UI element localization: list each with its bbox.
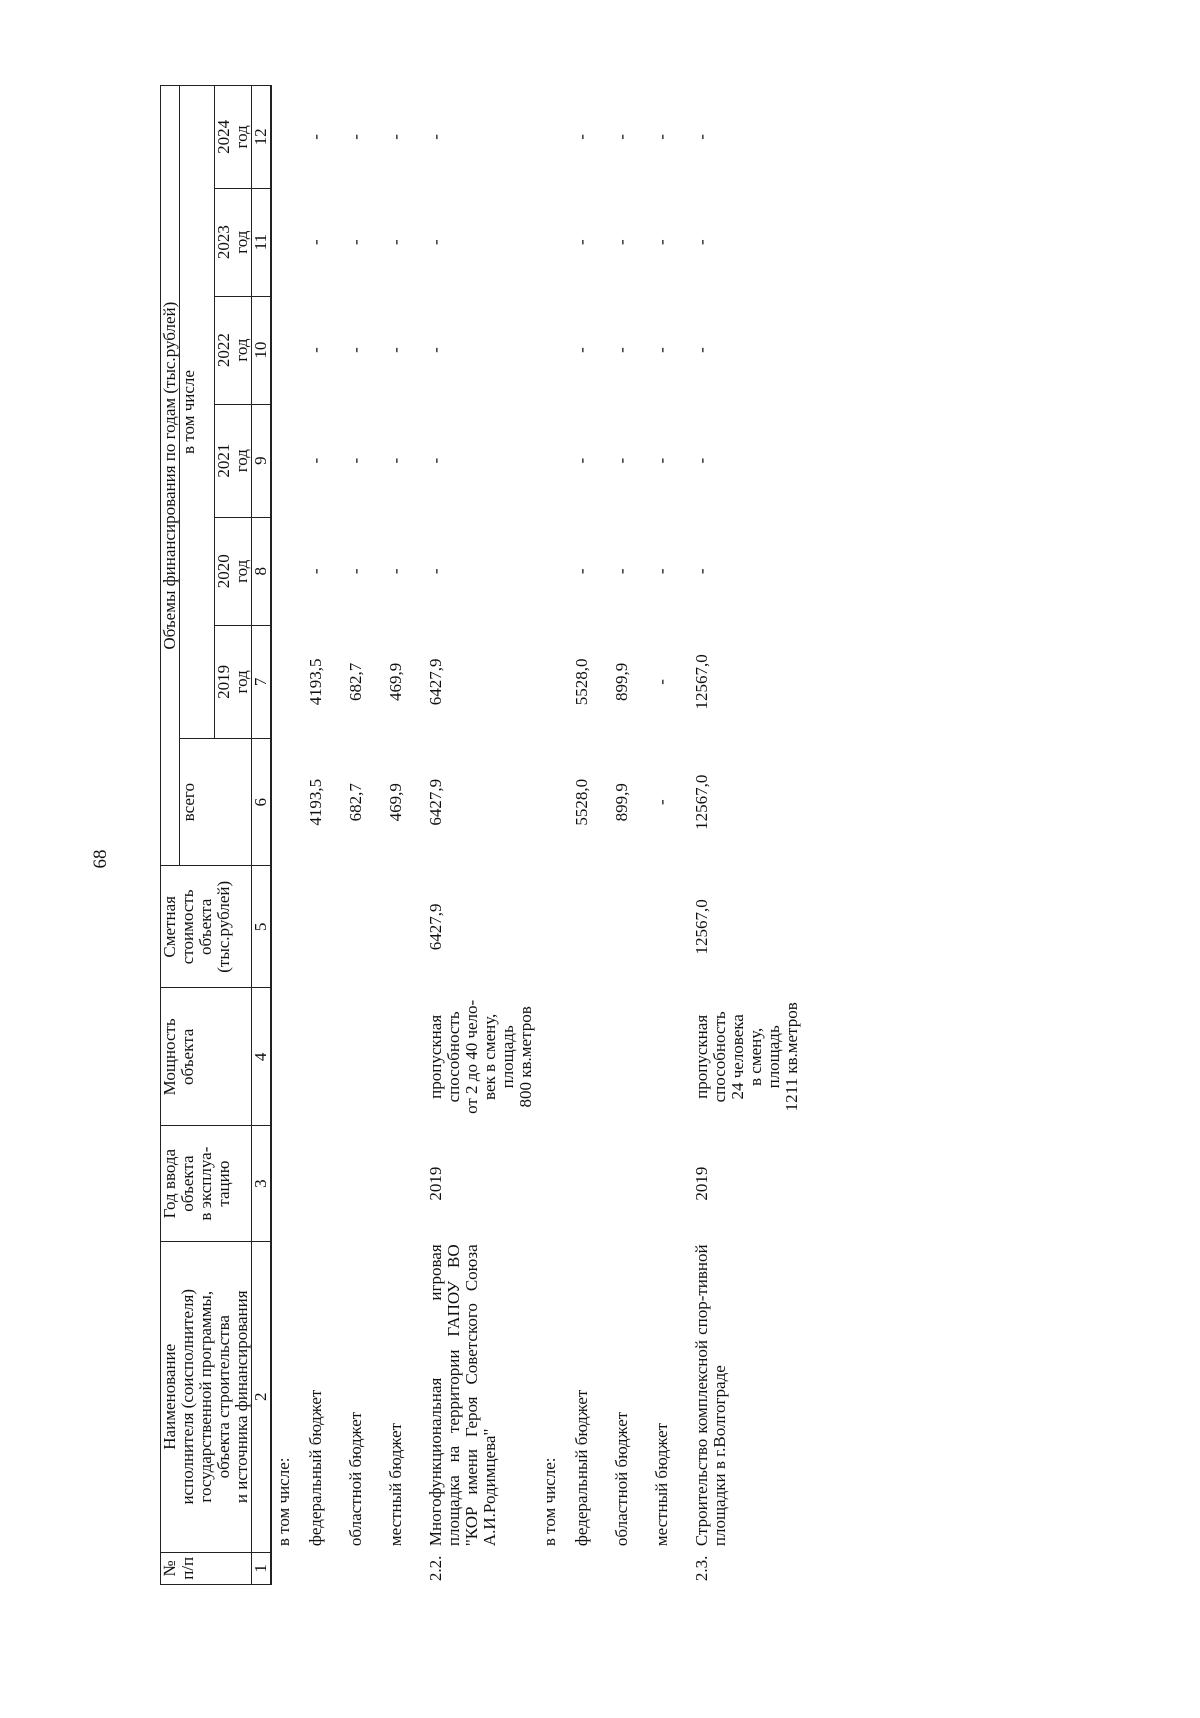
- cell-y2022: -: [572, 347, 591, 353]
- header-name: Наименование исполнителя (соисполнителя) государственной программы, объекта строительства и источника финансирования: [161, 1241, 252, 1552]
- cell-y2019: 12567,0: [692, 654, 711, 710]
- cell-total: 6427,9: [426, 778, 445, 826]
- cell-name: федеральный бюджет: [306, 1389, 325, 1547]
- cell-cost: [650, 866, 690, 988]
- cell-y2024: -: [652, 134, 671, 140]
- cell-year: [650, 1126, 690, 1241]
- cell-num: [610, 1552, 650, 1584]
- cell-total: -: [652, 799, 671, 806]
- cell-y2023: -: [426, 239, 445, 245]
- cell-name: областной бюджет: [346, 1411, 365, 1547]
- cell-capacity: [384, 988, 424, 1126]
- cell-name: федеральный бюджет: [572, 1389, 591, 1547]
- cell-y2023: -: [652, 239, 671, 245]
- cell-y2021: -: [572, 457, 591, 464]
- table-row: [384, 86, 424, 1585]
- column-number-5: 5: [252, 866, 272, 988]
- cell-year: [538, 1126, 570, 1241]
- cell-cost: 12567,0: [692, 899, 711, 955]
- cell-y2021: -: [652, 457, 671, 464]
- cell-year: 2019: [692, 1166, 711, 1201]
- cell-y2022: -: [612, 347, 631, 353]
- header-column-numbers: [252, 86, 272, 1585]
- cell-num: [650, 1552, 690, 1584]
- cell-num: [304, 1552, 344, 1584]
- column-number-1: 1: [252, 1552, 272, 1584]
- header-number: № п/п: [161, 1552, 252, 1584]
- document-page-rotated: [160, 5, 1200, 1585]
- cell-year: [570, 1126, 610, 1241]
- header-including: в том числе: [180, 86, 215, 739]
- cell-num: 2.2.: [426, 1555, 445, 1582]
- cell-y2022: -: [692, 347, 711, 353]
- column-number-3: 3: [252, 1126, 272, 1241]
- cell-y2019: 5528,0: [572, 658, 591, 706]
- cell-name: местный бюджет: [652, 1422, 671, 1547]
- cell-total: 4193,5: [306, 778, 325, 826]
- cell-y2023: -: [612, 239, 631, 245]
- cell-capacity: [271, 988, 304, 1126]
- cell-y2022: -: [426, 347, 445, 353]
- column-number-11: 11: [252, 188, 272, 296]
- cell-y2024: [538, 86, 570, 189]
- cell-y2020: -: [652, 568, 671, 575]
- cell-y2021: -: [346, 457, 365, 464]
- cell-y2020: [538, 517, 570, 625]
- cell-total: 5528,0: [572, 778, 591, 826]
- cell-y2020: [271, 517, 304, 625]
- cell-num: [538, 1552, 570, 1584]
- cell-cost: [304, 866, 344, 988]
- table-row: [690, 86, 804, 1585]
- cell-capacity: [650, 988, 690, 1126]
- cell-name: в том числе:: [540, 1457, 559, 1547]
- cell-capacity: [304, 988, 344, 1126]
- header-year-5: 2024 год: [215, 86, 252, 189]
- table-body: [271, 86, 804, 1585]
- column-number-8: 8: [252, 517, 272, 625]
- cell-cost: [271, 866, 304, 988]
- cell-name: в том числе:: [274, 1457, 293, 1547]
- cell-name: местный бюджет: [386, 1422, 405, 1547]
- cell-total: [271, 739, 304, 866]
- cell-total: 682,7: [346, 783, 365, 822]
- cell-capacity: [538, 988, 570, 1126]
- header-financing-volumes: Объемы финансирования по годам (тыс.рублей): [161, 86, 180, 866]
- cell-y2019: [538, 625, 570, 738]
- cell-y2020: -: [346, 568, 365, 575]
- cell-y2024: -: [572, 134, 591, 140]
- cell-y2021: -: [612, 457, 631, 464]
- cell-y2019: 469,9: [386, 662, 405, 701]
- column-number-4: 4: [252, 988, 272, 1126]
- cell-y2022: [538, 296, 570, 404]
- column-number-12: 12: [252, 86, 272, 189]
- header-estimated-cost: Сметная стоимость объекта (тыс.рублей): [161, 866, 252, 988]
- table-row: [304, 86, 344, 1585]
- cell-y2023: -: [306, 239, 325, 245]
- cell-total: [538, 739, 570, 866]
- cell-year: 2019: [426, 1166, 445, 1201]
- cell-num: 2.3.: [692, 1555, 711, 1582]
- table-row: [538, 86, 570, 1585]
- cell-num: [570, 1552, 610, 1584]
- table-row: [344, 86, 384, 1585]
- financing-table: [160, 85, 804, 1585]
- cell-y2021: [271, 404, 304, 517]
- cell-name: областной бюджет: [612, 1411, 631, 1547]
- cell-cost: 6427,9: [426, 903, 445, 951]
- cell-capacity: [610, 988, 650, 1126]
- cell-y2019: -: [652, 679, 671, 685]
- cell-year: [271, 1126, 304, 1241]
- cell-y2020: -: [306, 568, 325, 575]
- cell-y2023: -: [692, 239, 711, 245]
- header-total: всего: [180, 739, 252, 866]
- cell-y2021: -: [426, 457, 445, 464]
- cell-y2023: -: [346, 239, 365, 245]
- table-row: [650, 86, 690, 1585]
- cell-y2020: -: [386, 568, 405, 575]
- cell-y2020: -: [692, 568, 711, 575]
- cell-y2019: 899,9: [612, 662, 631, 701]
- cell-y2022: -: [306, 347, 325, 353]
- header-year-2: 2021 год: [215, 404, 252, 517]
- cell-total: 899,9: [612, 783, 631, 822]
- table-row: [271, 86, 304, 1585]
- cell-capacity: [570, 988, 610, 1126]
- header-year-0: 2019 год: [215, 625, 252, 738]
- cell-y2024: [271, 86, 304, 189]
- cell-y2020: -: [426, 568, 445, 575]
- column-number-7: 7: [252, 625, 272, 738]
- cell-cost: [610, 866, 650, 988]
- cell-capacity: [344, 988, 384, 1126]
- cell-year: [344, 1126, 384, 1241]
- cell-y2022: -: [652, 347, 671, 353]
- header-commission-year: Год ввода объекта в эксплуа- тацию: [161, 1126, 252, 1241]
- cell-y2022: [271, 296, 304, 404]
- column-number-9: 9: [252, 404, 272, 517]
- header-capacity: Мощность объекта: [161, 988, 252, 1126]
- cell-y2024: -: [612, 134, 631, 140]
- cell-num: [384, 1552, 424, 1584]
- cell-y2024: -: [346, 134, 365, 140]
- cell-total: 12567,0: [692, 774, 711, 830]
- cell-y2023: -: [386, 239, 405, 245]
- header-year-3: 2022 год: [215, 296, 252, 404]
- cell-y2019: 682,7: [346, 662, 365, 701]
- cell-y2019: 6427,9: [426, 658, 445, 706]
- cell-y2021: -: [306, 457, 325, 464]
- column-number-10: 10: [252, 296, 272, 404]
- cell-capacity: пропускная способность 24 человека в смену, площадь 1211 кв.метров: [692, 1002, 801, 1112]
- cell-total: 469,9: [386, 783, 405, 822]
- cell-y2023: -: [572, 239, 591, 245]
- table-row: [424, 86, 538, 1585]
- table-header: [161, 86, 272, 1585]
- cell-cost: [570, 866, 610, 988]
- table-row: [570, 86, 610, 1585]
- cell-y2019: 4193,5: [306, 658, 325, 706]
- cell-num: [344, 1552, 384, 1584]
- cell-name: Строительство комплексной спор-тивной площадки в г.Волгограде: [692, 1244, 729, 1547]
- cell-y2022: -: [346, 347, 365, 353]
- cell-cost: [538, 866, 570, 988]
- cell-y2024: -: [386, 134, 405, 140]
- cell-year: [384, 1126, 424, 1241]
- cell-y2021: [538, 404, 570, 517]
- cell-y2024: -: [692, 134, 711, 140]
- cell-y2019: [271, 625, 304, 738]
- page-number: 68: [90, 849, 111, 869]
- cell-cost: [344, 866, 384, 988]
- cell-y2021: -: [692, 457, 711, 464]
- cell-y2022: -: [386, 347, 405, 353]
- cell-y2024: -: [306, 134, 325, 140]
- table-row: [610, 86, 650, 1585]
- cell-year: [610, 1126, 650, 1241]
- cell-y2020: -: [572, 568, 591, 575]
- cell-cost: [384, 866, 424, 988]
- cell-year: [304, 1126, 344, 1241]
- cell-y2024: -: [426, 134, 445, 140]
- header-year-1: 2020 год: [215, 517, 252, 625]
- header-year-4: 2023 год: [215, 188, 252, 296]
- cell-y2023: [271, 188, 304, 296]
- cell-name: Многофункциональная игровая площадка на территории ГАПОУ ВО "КОР имени Героя Советского Союза А.И.Родимцева": [426, 1244, 499, 1547]
- cell-y2021: -: [386, 457, 405, 464]
- column-number-2: 2: [252, 1241, 272, 1552]
- cell-num: [271, 1552, 304, 1584]
- cell-y2023: [538, 188, 570, 296]
- cell-y2020: -: [612, 568, 631, 575]
- cell-capacity: пропускная способность от 2 до 40 чело- век в смену, площадь 800 кв.метров: [426, 999, 535, 1114]
- column-number-6: 6: [252, 739, 272, 866]
